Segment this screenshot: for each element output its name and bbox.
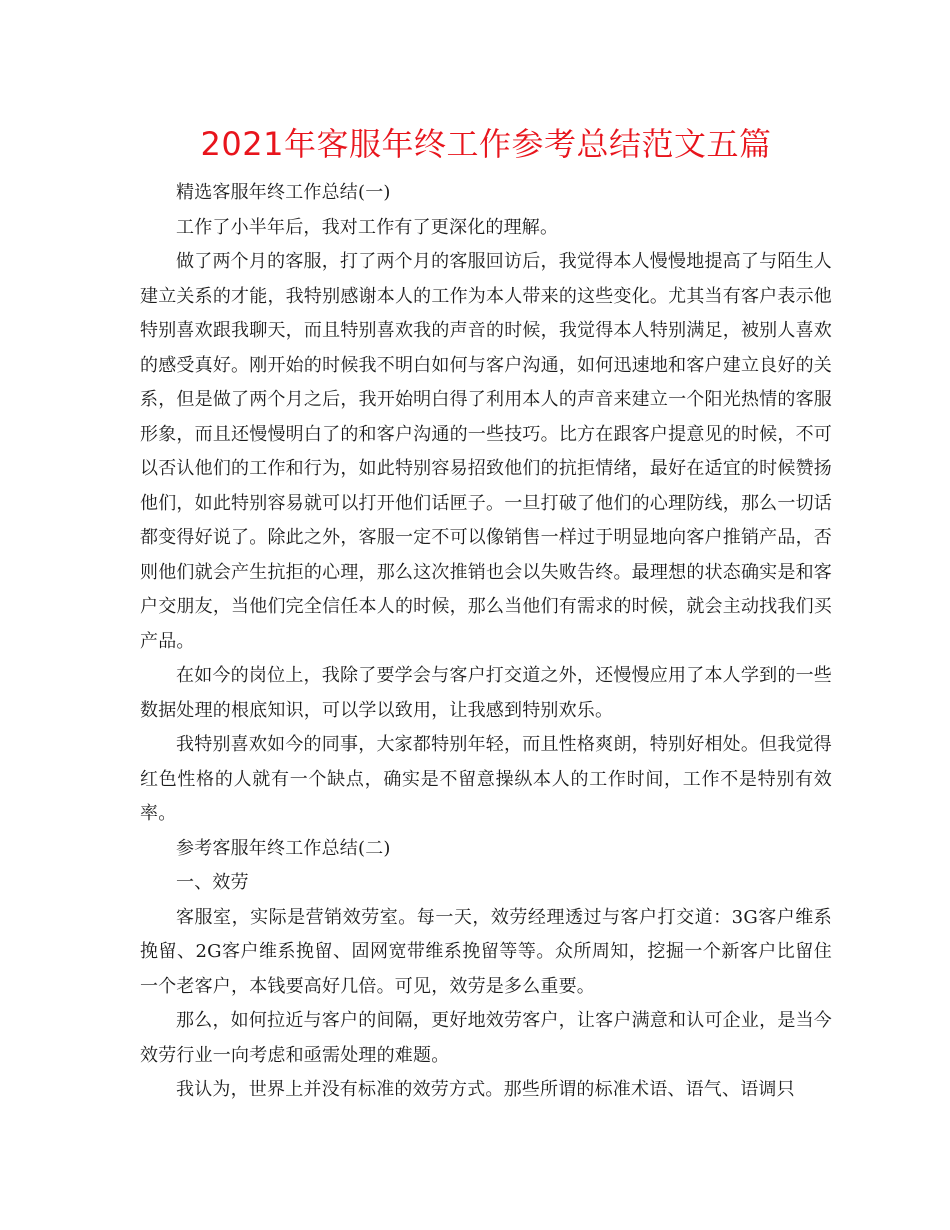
body-paragraph: 那么，如何拉近与客户的间隔，更好地效劳客户，让客户满意和认可企业，是当今效劳行业一向考虑和亟需处理的难题。 <box>140 1010 832 1066</box>
document-title: 2021年客服年终工作参考总结范文五篇 <box>200 125 772 163</box>
body-paragraph: 工作了小半年后，我对工作有了更深化的理解。 <box>176 216 559 238</box>
section-heading: 参考客服年终工作总结(二) <box>176 837 391 859</box>
body-paragraph: 我认为，世界上并没有标准的效劳方式。那些所谓的标准术语、语气、语调只 <box>176 1079 795 1100</box>
section-heading: 精选客服年终工作总结(一) <box>176 182 391 203</box>
body-paragraph: 做了两个月的客服，打了两个月的客服回访后，我觉得本人慢慢地提高了与陌生人建立关系的才能，我特别感谢本人的工作为本人带来的这些变化。尤其当有客户表示他特别喜欢跟我聊天，而且特别喜欢我的声音的时候，我觉得本人特别满足，被别人喜欢的感受真好。刚开始的时候我不明白如何与客户沟通，如何迅速地和客户建立良好的关系，但是做了两个月之后，我开始明白得了利用本人的声音来建立一个阳光热情的客服形象，而且还慢慢明白了的和客户沟通的一些技巧。比方在跟客户提意见的时候，不可以否认他们的工作和行为，如此特别容易招致他们的抗拒情绪，最好在适宜的时候赞扬他们，如此特别容易就可以打开他们话匣子。一旦打破了他们的心理防线，那么一切话都变得好说了。除此之外，客服一定不可以像销售一样过于明显地向客户推销产品，否则他们就会产生抗拒的心理，那么这次推销也会以失败告终。最理想的状态确实是和客户交朋友，当他们完全信任本人的时候，那么当他们有需求的时候，就会主动找我们买产品。 <box>140 251 832 652</box>
body-paragraph: 我特别喜欢如今的同事，大家都特别年轻，而且性格爽朗，特别好相处。但我觉得红色性格的人就有一个缺点，确实是不留意操纵本人的工作时间，工作不是特别有效率。 <box>140 734 832 824</box>
subsection-heading: 一、效劳 <box>176 872 249 893</box>
body-paragraph: 客服室，实际是营销效劳室。每一天，效劳经理透过与客户打交道：3G客户维系挽留、2G客户维系挽留、固网宽带维系挽留等等。众所周知，挖掘一个新客户比留住一个老客户，本钱要高好几倍。可见，效劳是多么重要。 <box>140 906 832 997</box>
body-paragraph: 在如今的岗位上，我除了要学会与客户打交道之外，还慢慢应用了本人学到的一些数据处理的根底知识，可以学以致用，让我感到特别欢乐。 <box>140 665 832 721</box>
